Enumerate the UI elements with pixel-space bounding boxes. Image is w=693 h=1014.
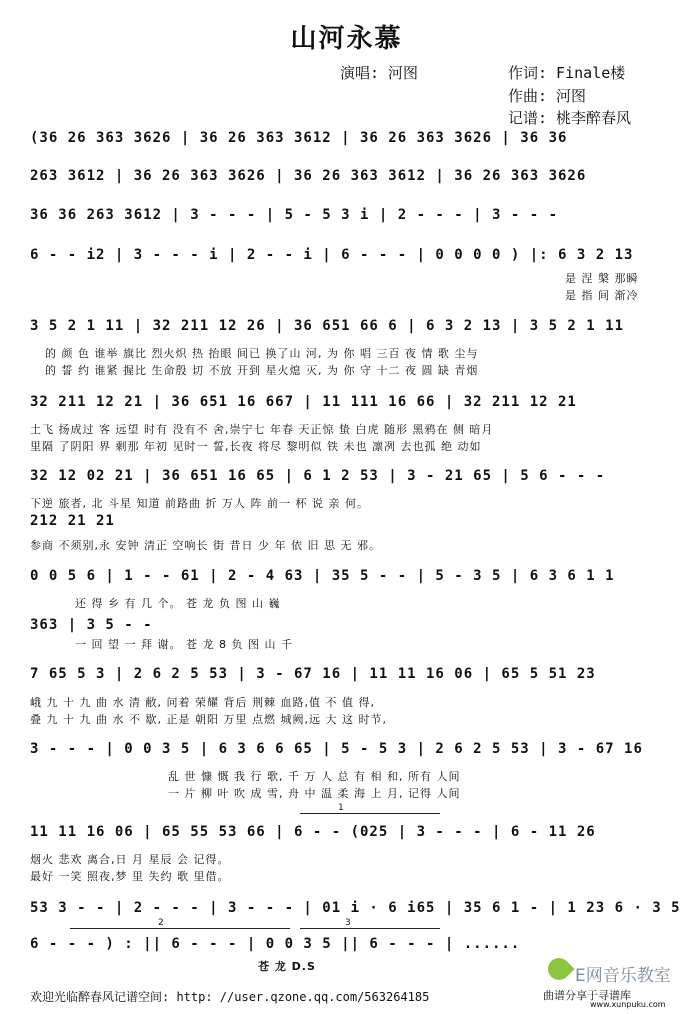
volta-number-2: 2 (158, 918, 164, 928)
transcriber-credit: 记谱: 桃李醉春风 (508, 109, 632, 127)
score-row-3-notes: 36 36 263 3612 | 3 - - - | 5 - 5 3 i | 2 - - - | 3 - - - (30, 207, 559, 223)
composer-credit: 作曲: 河图 (508, 87, 587, 105)
watermark-site-url: www.xunpuku.com (590, 1000, 666, 1009)
score-row-9-notes: 0 0 5 6 | 1 - - 61 | 2 - 4 63 | 35 5 - - | 5 - 3 5 | 6 3 6 1 1 (30, 568, 615, 584)
volta-bracket-1 (300, 813, 440, 814)
volta-number-1: 1 (338, 803, 344, 813)
watermark-logo: E网音乐教室 (575, 966, 671, 986)
volta-bracket-2 (70, 928, 290, 929)
score-row-7-notes: 32 12 02 21 | 36 651 16 65 | 6 1 2 53 | 3 - 21 65 | 5 6 - - - (30, 468, 606, 484)
score-row-2-notes: 263 3612 | 36 26 363 3626 | 36 26 363 3612 | 36 26 363 3626 (30, 168, 587, 184)
score-row-13-notes: 11 11 16 06 | 65 55 53 66 | 6 - - (025 | 3 - - - | 6 - 11 26 (30, 824, 596, 840)
watermark-leaf-icon (543, 953, 574, 984)
score-row-10-lyric: 一 回 望 一 拜 谢。 苍 龙 8 负 图 山 千 (75, 638, 293, 651)
score-row-7-lyric: 下逆 旅者, 北 斗星 知道 前路曲 折 万人 阵 前一 杯 说 亲 何。 (30, 497, 369, 510)
score-row-5-lyric-2: 的 誓 约 谁紧 握比 生命殷 切 不放 开到 星火熄 灭, 为 你 守 十二 夜 圆 缺 青烟 (45, 364, 479, 377)
score-row-13-lyric-2: 最好 一笑 照夜,梦 里 失约 歌 里借。 (30, 870, 230, 883)
score-row-6-lyric-1: 土飞 扬成过 客 远望 时有 没有不 舍,崇宁七 年春 天正惊 蛰 白虎 随形 黑鸦在 侧 暗月 (30, 423, 494, 436)
score-row-8-notes: 212 21 21 (30, 513, 115, 529)
score-row-12-lyric-2: 一 片 柳 叶 吹 成 雪, 舟 中 温 柔 海 上 月, 记得 人间 (168, 787, 461, 800)
score-row-13-lyric-1: 烟火 悲欢 离合,日 月 星辰 会 记得。 (30, 853, 230, 866)
score-row-11-lyric-1: 峨 九 十 九 曲 水 清 敝, 问着 荣耀 背后 荆棘 血路,值 不 值 得, (30, 696, 375, 709)
score-row-1-notes: (36 26 363 3626 | 36 26 363 3612 | 36 26 363 3626 | 36 36 (30, 130, 568, 146)
score-row-6-lyric-2: 里隔 了阴阳 界 剩那 年初 见时一 誓,长夜 将尽 黎明似 铁 未也 凛冽 去也孤 绝 动如 (30, 440, 482, 453)
volta-number-3: 3 (345, 918, 351, 928)
footer-text: 欢迎光临醉春风记谱空间: http: //user.qzone.qq.com/563264185 (30, 990, 430, 1004)
score-row-8-lyric: 参商 不须别,永 安钟 清正 空响长 街 昔日 少 年 依 旧 思 无 邪。 (30, 539, 381, 552)
score-row-12-notes: 3 - - - | 0 0 3 5 | 6 3 6 6 65 | 5 - 5 3 | 2 6 2 5 53 | 3 - 67 16 (30, 741, 643, 757)
score-row-10-notes: 363 | 3 5 - - (30, 617, 153, 633)
score-row-14-notes: 53 3 - - | 2 - - - | 3 - - - | 01 i · 6 i65 | 35 6 1 - | 1 23 6 · 3 5 (30, 900, 681, 916)
score-row-11-notes: 7 65 5 3 | 2 6 2 5 53 | 3 - 67 16 | 11 11 16 06 | 65 5 51 23 (30, 666, 596, 682)
score-row-12-lyric-1: 乱 世 慷 慨 我 行 歌, 千 万 人 总 有 相 和, 所有 人间 (168, 770, 461, 783)
score-row-4-lyric-2: 是 指 间 渐冷 (565, 289, 639, 302)
singer-credit: 演唱: 河图 (340, 64, 419, 82)
lyricist-credit: 作词: Finale楼 (508, 64, 626, 82)
score-row-5-notes: 3 5 2 1 11 | 32 211 12 26 | 36 651 66 6 | 6 3 2 13 | 3 5 2 1 11 (30, 318, 625, 334)
score-row-4-lyric-1: 是 涅 槃 那瞬 (565, 272, 639, 285)
score-row-15-lyric: 苍 龙 D.S (258, 960, 316, 973)
score-title: 山河永慕 (290, 24, 403, 54)
score-row-6-notes: 32 211 12 21 | 36 651 16 667 | 11 111 16 66 | 32 211 12 21 (30, 394, 577, 410)
score-row-15-notes: 6 - - - ) : || 6 - - - | 0 0 3 5 || 6 - - - | ...... (30, 936, 521, 952)
score-row-4-notes: 6 - - i2 | 3 - - - i | 2 - - i | 6 - - - | 0 0 0 0 ) |: 6 3 2 13 (30, 247, 634, 263)
score-row-5-lyric-1: 的 颜 色 谁举 旗比 烈火炽 热 抬眼 间已 换了山 河, 为 你 唱 三百 夜 情 歌 尘与 (45, 347, 479, 360)
score-row-9-lyric: 还 得 乡 有 几 个。 苍 龙 负 图 山 巍 (75, 597, 281, 610)
watermark-site-title: 曲谱分享于寻谱库 (543, 989, 631, 1002)
volta-bracket-3 (300, 928, 440, 929)
score-row-11-lyric-2: 叠 九 十 九 曲 水 不 歇, 正是 朝阳 万里 点燃 城阙,远 大 这 时节, (30, 713, 387, 726)
